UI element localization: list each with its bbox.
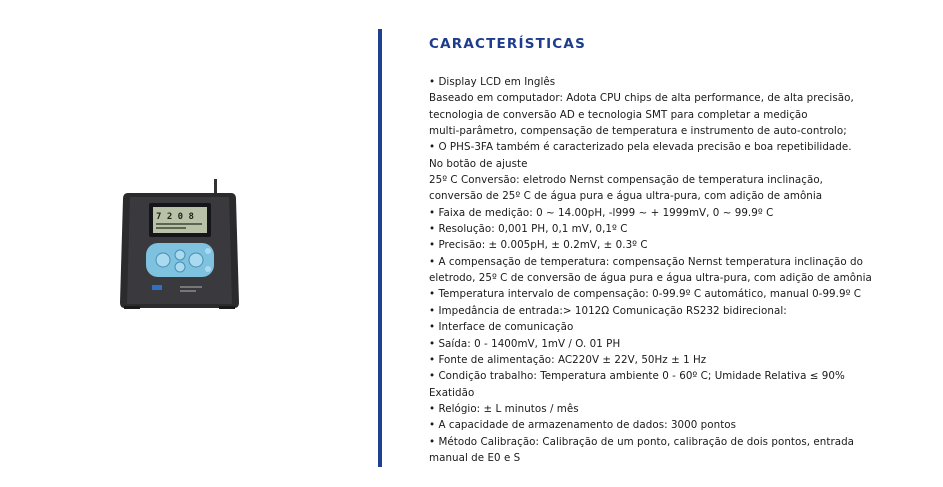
feature-line: • Saída: 0 - 1400mV, 1mV / O. 01 PH bbox=[429, 337, 621, 350]
feature-line: conversão de 25º C de água pura e água ultra-pura, com adição de amônia bbox=[429, 190, 823, 203]
feature-line: manual de E0 e S bbox=[429, 451, 521, 464]
characteristics-section bbox=[429, 35, 934, 464]
feature-line: • Temperatura intervalo de compensação: 0-99.9º C automático, manual 0-99.9º C bbox=[429, 288, 862, 301]
feature-line: • Interface de comunicação bbox=[429, 321, 574, 334]
product-image bbox=[118, 179, 241, 309]
section-title: CARACTERÍSTICAS bbox=[429, 36, 586, 52]
feature-line: • Condição trabalho: Temperatura ambiente 0 - 60º C; Umidade Relativa ≤ 90% bbox=[429, 370, 845, 383]
feature-line: • A compensação de temperatura: compensação Nernst temperatura inclinação do bbox=[429, 255, 863, 268]
feature-line: 25º C Conversão: eletrodo Nernst compensação de temperatura inclinação, bbox=[429, 174, 824, 187]
accent-divider bbox=[378, 29, 382, 467]
lcd-readout: 7 2 0 8 bbox=[156, 212, 194, 222]
feature-line: Exatidão bbox=[429, 386, 475, 399]
feature-line: • Display LCD em Inglês bbox=[429, 76, 556, 88]
feature-line: • Precisão: ± 0.005pH, ± 0.2mV, ± 0.3º C bbox=[429, 239, 648, 252]
feature-line: • A capacidade de armazenamento de dados: 3000 pontos bbox=[429, 419, 737, 432]
feature-line: tecnologia de conversão AD e tecnologia SMT para completar a medição bbox=[429, 108, 808, 121]
feature-line: • O PHS-3FA também é caracterizado pela elevada precisão e boa repetibilidade. bbox=[429, 141, 852, 154]
feature-line: • Impedância de entrada:> 1012Ω Comunicação RS232 bidirecional: bbox=[429, 304, 787, 317]
feature-line: multi-parâmetro, compensação de temperatura e instrumento de auto-controlo; bbox=[429, 125, 847, 138]
feature-line: • Relógio: ± L minutos / mês bbox=[429, 402, 579, 415]
feature-line: No botão de ajuste bbox=[429, 157, 528, 170]
product-panel bbox=[0, 0, 378, 487]
feature-list bbox=[429, 74, 872, 466]
feature-line: • Faixa de medição: 0 ~ 14.00pH, -l999 ~ + 1999mV, 0 ~ 99.9º C bbox=[429, 206, 774, 219]
feature-line: eletrodo, 25º C de conversão de água pura e água ultra-pura, com adição de amônia bbox=[429, 272, 872, 285]
feature-line: • Fonte de alimentação: AC220V ± 22V, 50Hz ± 1 Hz bbox=[429, 353, 707, 366]
feature-line: Baseado em computador: Adota CPU chips de alta performance, de alta precisão, bbox=[429, 92, 854, 105]
feature-line: • Método Calibração: Calibração de um ponto, calibração de dois pontos, entrada bbox=[429, 435, 855, 448]
feature-line: • Resolução: 0,001 PH, 0,1 mV, 0,1º C bbox=[429, 223, 628, 236]
